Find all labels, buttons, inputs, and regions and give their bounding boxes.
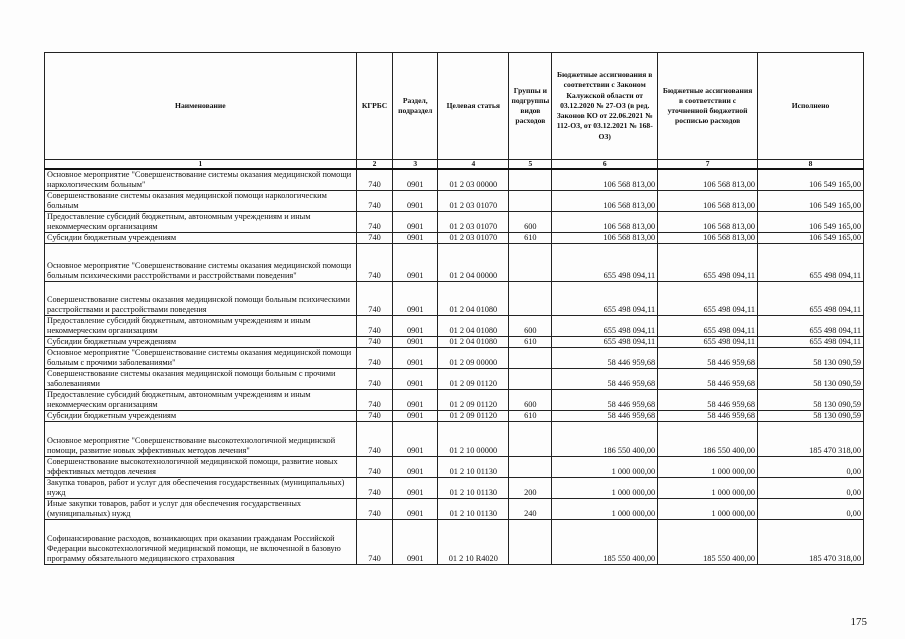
header-target: Целевая статья — [438, 53, 509, 160]
header-groups: Группы и подгруппы видов расходов — [509, 53, 552, 160]
row-kgrbs: 740 — [356, 369, 393, 390]
row-refined-amount: 655 498 094,11 — [658, 282, 758, 316]
row-refined-amount: 655 498 094,11 — [658, 337, 758, 348]
row-section: 0901 — [393, 390, 438, 411]
row-kgrbs: 740 — [356, 499, 393, 520]
row-law-amount: 655 498 094,11 — [552, 282, 658, 316]
column-number: 2 — [356, 160, 393, 170]
row-executed-amount: 106 549 165,00 — [758, 191, 864, 212]
row-law-amount: 185 550 400,00 — [552, 520, 658, 565]
row-target: 01 2 10 01130 — [438, 499, 509, 520]
row-target: 01 2 10 01130 — [438, 478, 509, 499]
table-row — [45, 457, 864, 478]
row-executed-amount: 58 130 090,59 — [758, 390, 864, 411]
page-number: 175 — [850, 616, 867, 628]
table-row — [45, 212, 864, 233]
row-executed-amount: 58 130 090,59 — [758, 348, 864, 369]
row-target: 01 2 10 01130 — [438, 457, 509, 478]
column-number: 6 — [552, 160, 658, 170]
row-group: 240 — [509, 499, 552, 520]
row-group — [509, 191, 552, 212]
row-kgrbs: 740 — [356, 169, 393, 191]
row-law-amount: 655 498 094,11 — [552, 337, 658, 348]
row-name: Предоставление субсидий бюджетным, автономным учреждениям и иным некоммерческим организациям — [45, 390, 357, 411]
row-refined-amount: 106 568 813,00 — [658, 191, 758, 212]
row-section: 0901 — [393, 422, 438, 457]
row-section: 0901 — [393, 191, 438, 212]
column-number-row — [45, 160, 864, 170]
row-law-amount: 186 550 400,00 — [552, 422, 658, 457]
row-refined-amount: 185 550 400,00 — [658, 520, 758, 565]
row-name: Субсидии бюджетным учреждениям — [45, 337, 357, 348]
row-executed-amount: 655 498 094,11 — [758, 316, 864, 337]
row-executed-amount: 0,00 — [758, 499, 864, 520]
table-row — [45, 411, 864, 422]
row-name: Совершенствование системы оказания медицинской помощи больным с прочими заболеваниями — [45, 369, 357, 390]
row-refined-amount: 58 446 959,68 — [658, 369, 758, 390]
row-section: 0901 — [393, 478, 438, 499]
row-target: 01 2 03 01070 — [438, 233, 509, 244]
header-name: Наименование — [45, 53, 357, 160]
column-number: 8 — [758, 160, 864, 170]
row-executed-amount: 106 549 165,00 — [758, 169, 864, 191]
table-row — [45, 337, 864, 348]
row-group — [509, 422, 552, 457]
row-kgrbs: 740 — [356, 244, 393, 282]
table-row — [45, 282, 864, 316]
row-law-amount: 106 568 813,00 — [552, 191, 658, 212]
row-target: 01 2 09 01120 — [438, 369, 509, 390]
row-target: 01 2 03 00000 — [438, 169, 509, 191]
table-row — [45, 520, 864, 565]
row-target: 01 2 04 01080 — [438, 316, 509, 337]
row-law-amount: 655 498 094,11 — [552, 316, 658, 337]
row-group: 610 — [509, 337, 552, 348]
row-law-amount: 58 446 959,68 — [552, 348, 658, 369]
header-section: Раздел, подраздел — [393, 53, 438, 160]
row-group — [509, 520, 552, 565]
row-refined-amount: 58 446 959,68 — [658, 390, 758, 411]
row-group — [509, 282, 552, 316]
row-refined-amount: 106 568 813,00 — [658, 212, 758, 233]
row-group: 200 — [509, 478, 552, 499]
row-name: Закупка товаров, работ и услуг для обеспечения государственных (муниципальных) нужд — [45, 478, 357, 499]
row-section: 0901 — [393, 348, 438, 369]
table-row — [45, 169, 864, 191]
row-target: 01 2 10 R4020 — [438, 520, 509, 565]
table-row — [45, 369, 864, 390]
column-number: 3 — [393, 160, 438, 170]
row-refined-amount: 106 568 813,00 — [658, 169, 758, 191]
column-number: 4 — [438, 160, 509, 170]
row-group — [509, 348, 552, 369]
row-group — [509, 244, 552, 282]
row-kgrbs: 740 — [356, 411, 393, 422]
row-executed-amount: 185 470 318,00 — [758, 422, 864, 457]
row-name: Иные закупки товаров, работ и услуг для обеспечения государственных (муниципальных) нужд — [45, 499, 357, 520]
row-target: 01 2 09 00000 — [438, 348, 509, 369]
row-target: 01 2 03 01070 — [438, 191, 509, 212]
row-law-amount: 58 446 959,68 — [552, 390, 658, 411]
row-name: Совершенствование высокотехнологичной медицинской помощи, развитие новых эффективных методов лечения — [45, 457, 357, 478]
row-kgrbs: 740 — [356, 191, 393, 212]
row-kgrbs: 740 — [356, 457, 393, 478]
row-group: 600 — [509, 212, 552, 233]
row-group — [509, 369, 552, 390]
row-law-amount: 1 000 000,00 — [552, 499, 658, 520]
row-kgrbs: 740 — [356, 212, 393, 233]
row-name: Предоставление субсидий бюджетным, автономным учреждениям и иным некоммерческим организациям — [45, 212, 357, 233]
column-number: 7 — [658, 160, 758, 170]
table-header-row — [45, 53, 864, 160]
row-name: Основное мероприятие "Совершенствование системы оказания медицинской помощи больным психическими расстройствами и расстройствами поведения" — [45, 244, 357, 282]
row-name: Основное мероприятие "Совершенствование системы оказания медицинской помощи наркологическим больным" — [45, 169, 357, 191]
row-section: 0901 — [393, 337, 438, 348]
row-kgrbs: 740 — [356, 422, 393, 457]
row-name: Совершенствование системы оказания медицинской помощи больным психическими расстройствами и расстройствами поведения — [45, 282, 357, 316]
table-row — [45, 244, 864, 282]
row-target: 01 2 04 01080 — [438, 282, 509, 316]
row-group: 600 — [509, 316, 552, 337]
row-target: 01 2 04 01080 — [438, 337, 509, 348]
row-refined-amount: 655 498 094,11 — [658, 244, 758, 282]
row-section: 0901 — [393, 316, 438, 337]
row-executed-amount: 0,00 — [758, 478, 864, 499]
row-group — [509, 169, 552, 191]
row-name: Софинансирование расходов, возникающих при оказании гражданам Российской Федерации высокотехнологичной медицинской помощи, не включенной в базовую программу обязательного медицинского страхования — [45, 520, 357, 565]
row-name: Предоставление субсидий бюджетным, автономным учреждениям и иным некоммерческим организациям — [45, 316, 357, 337]
budget-table — [44, 52, 864, 565]
row-law-amount: 106 568 813,00 — [552, 233, 658, 244]
table-row — [45, 499, 864, 520]
table-row — [45, 191, 864, 212]
row-target: 01 2 09 01120 — [438, 390, 509, 411]
row-law-amount: 58 446 959,68 — [552, 411, 658, 422]
row-section: 0901 — [393, 233, 438, 244]
row-executed-amount: 185 470 318,00 — [758, 520, 864, 565]
table-row — [45, 390, 864, 411]
row-section: 0901 — [393, 369, 438, 390]
row-law-amount: 1 000 000,00 — [552, 478, 658, 499]
row-target: 01 2 04 00000 — [438, 244, 509, 282]
row-executed-amount: 58 130 090,59 — [758, 411, 864, 422]
row-executed-amount: 58 130 090,59 — [758, 369, 864, 390]
header-kgrbs: КГРБС — [356, 53, 393, 160]
row-name: Основное мероприятие "Совершенствование системы оказания медицинской помощи больным с прочими заболеваниями" — [45, 348, 357, 369]
table-row — [45, 233, 864, 244]
row-name: Совершенствование системы оказания медицинской помощи наркологическим больным — [45, 191, 357, 212]
row-kgrbs: 740 — [356, 233, 393, 244]
row-section: 0901 — [393, 244, 438, 282]
row-section: 0901 — [393, 169, 438, 191]
row-name: Субсидии бюджетным учреждениям — [45, 411, 357, 422]
row-refined-amount: 1 000 000,00 — [658, 457, 758, 478]
row-target: 01 2 03 01070 — [438, 212, 509, 233]
header-executed: Исполнено — [758, 53, 864, 160]
row-kgrbs: 740 — [356, 316, 393, 337]
row-name: Субсидии бюджетным учреждениям — [45, 233, 357, 244]
row-refined-amount: 1 000 000,00 — [658, 478, 758, 499]
row-kgrbs: 740 — [356, 348, 393, 369]
table-row — [45, 422, 864, 457]
row-refined-amount: 58 446 959,68 — [658, 348, 758, 369]
column-number: 1 — [45, 160, 357, 170]
row-group: 610 — [509, 411, 552, 422]
row-group — [509, 457, 552, 478]
row-kgrbs: 740 — [356, 478, 393, 499]
row-refined-amount: 186 550 400,00 — [658, 422, 758, 457]
header-refined: Бюджетные ассигнования в соответствии с уточненной бюджетной росписью расходов — [658, 53, 758, 160]
header-law: Бюджетные ассигнования в соответствии с Законом Калужской области от 03.12.2020 № 27-ОЗ (в ред. Законов КО от 22.06.2021 № 112-ОЗ, от 03.12.2021 № 168-ОЗ) — [552, 53, 658, 160]
row-law-amount: 655 498 094,11 — [552, 244, 658, 282]
row-executed-amount: 655 498 094,11 — [758, 337, 864, 348]
row-executed-amount: 106 549 165,00 — [758, 212, 864, 233]
row-executed-amount: 655 498 094,11 — [758, 282, 864, 316]
row-executed-amount: 655 498 094,11 — [758, 244, 864, 282]
row-kgrbs: 740 — [356, 520, 393, 565]
table-row — [45, 316, 864, 337]
row-name: Основное мероприятие "Совершенствование высокотехнологичной медицинской помощи, развитие новых эффективных методов лечения" — [45, 422, 357, 457]
row-section: 0901 — [393, 499, 438, 520]
row-section: 0901 — [393, 212, 438, 233]
row-law-amount: 106 568 813,00 — [552, 212, 658, 233]
table-row — [45, 478, 864, 499]
table-row — [45, 348, 864, 369]
row-target: 01 2 09 01120 — [438, 411, 509, 422]
row-kgrbs: 740 — [356, 282, 393, 316]
row-group: 600 — [509, 390, 552, 411]
row-target: 01 2 10 00000 — [438, 422, 509, 457]
row-executed-amount: 0,00 — [758, 457, 864, 478]
row-section: 0901 — [393, 282, 438, 316]
row-kgrbs: 740 — [356, 337, 393, 348]
row-section: 0901 — [393, 411, 438, 422]
row-refined-amount: 58 446 959,68 — [658, 411, 758, 422]
column-number: 5 — [509, 160, 552, 170]
row-refined-amount: 106 568 813,00 — [658, 233, 758, 244]
row-kgrbs: 740 — [356, 390, 393, 411]
row-law-amount: 1 000 000,00 — [552, 457, 658, 478]
row-refined-amount: 655 498 094,11 — [658, 316, 758, 337]
row-refined-amount: 1 000 000,00 — [658, 499, 758, 520]
row-executed-amount: 106 549 165,00 — [758, 233, 864, 244]
row-law-amount: 106 568 813,00 — [552, 169, 658, 191]
row-law-amount: 58 446 959,68 — [552, 369, 658, 390]
row-section: 0901 — [393, 520, 438, 565]
row-group: 610 — [509, 233, 552, 244]
row-section: 0901 — [393, 457, 438, 478]
